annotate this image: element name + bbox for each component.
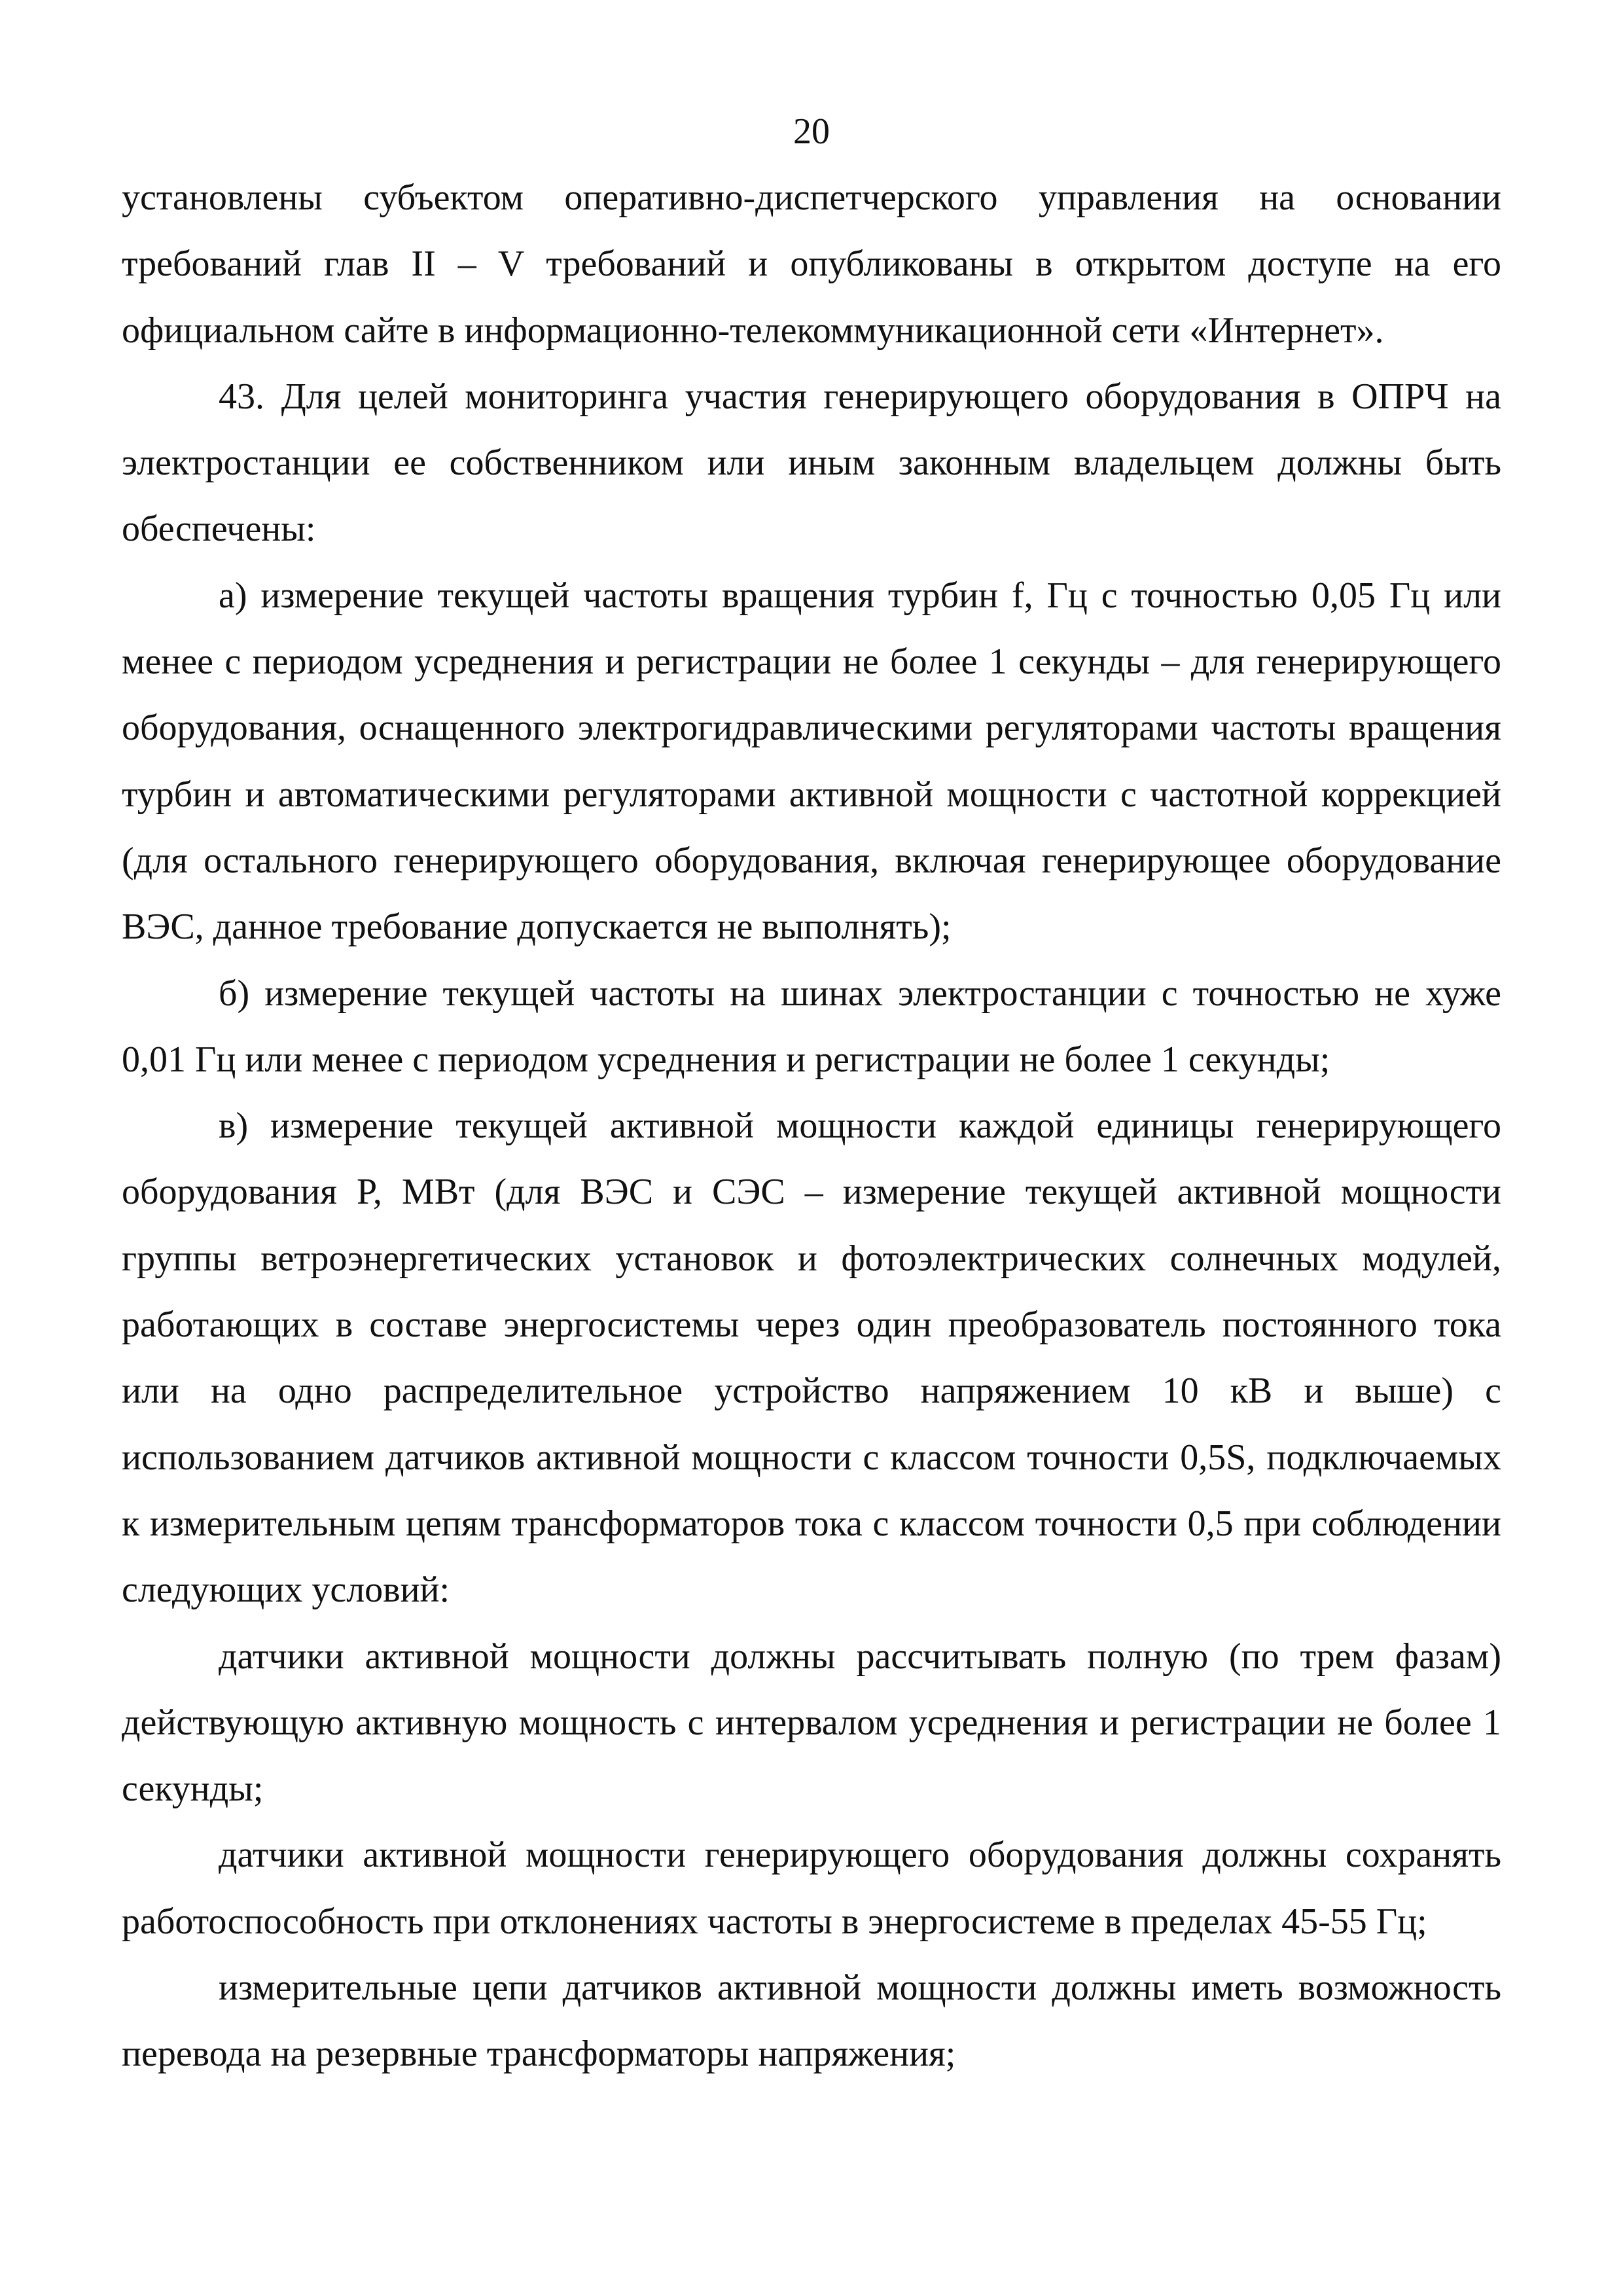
paragraph-condition-2: датчики активной мощности генерирующего оборудования должны сохранять работоспособность при отклонениях частоты в энергосистеме в пределах 45-55 Гц; [122, 1835, 1501, 1942]
paragraph-subitem-v: в) измерение текущей активной мощности каждой единицы генерирующего оборудования P, МВт (для ВЭС и СЭС – измерение текущей активной мощности группы ветроэнергетических установок и фотоэлектрических солнечных модулей, работающих в составе энергосистемы через один преобразователь постоянного тока или на одно распределительное устройство напряжением 10 кВ и выше) с использованием датчиков активной мощности с классом точности 0,5S, подключаемых к измерительным цепям трансформаторов тока с классом точности 0,5 при соблюдении следующих условий: [122, 1105, 1501, 1611]
paragraph-condition-3: измерительные цепи датчиков активной мощности должны иметь возможность перевода на резервные трансформаторы напряжения; [122, 1967, 1501, 2075]
paragraph-continuation: установлены субъектом оперативно-диспетчерского управления на основании требований глав II – V требований и опубликованы в открытом доступе на его официальном сайте в информационно-телекоммуникационной сети «Интернет». [122, 177, 1501, 351]
paragraph-item-43: 43. Для целей мониторинга участия генерирующего оборудования в ОПРЧ на электростанции ее собственником или иным законным владельцем должны быть обеспечены: [122, 376, 1501, 550]
paragraph-subitem-a: а) измерение текущей частоты вращения турбин f, Гц с точностью 0,05 Гц или менее с периодом усреднения и регистрации не более 1 секунды – для генерирующего оборудования, оснащенного электрогидравлическими регуляторами частоты вращения турбин и автоматическими регуляторами активной мощности с частотной коррекцией (для остального генерирующего оборудования, включая генерирующее оборудование ВЭС, данное требование допускается не выполнять); [122, 575, 1501, 948]
document-body [122, 165, 1501, 2088]
paragraph-subitem-b: б) измерение текущей частоты на шинах электростанции с точностью не хуже 0,01 Гц или менее с периодом усреднения и регистрации не более 1 секунды; [122, 973, 1501, 1080]
page-number: 20 [793, 111, 830, 152]
paragraph-condition-1: датчики активной мощности должны рассчитывать полную (по трем фазам) действующую активную мощность с интервалом усреднения и регистрации не более 1 секунды; [122, 1636, 1501, 1810]
